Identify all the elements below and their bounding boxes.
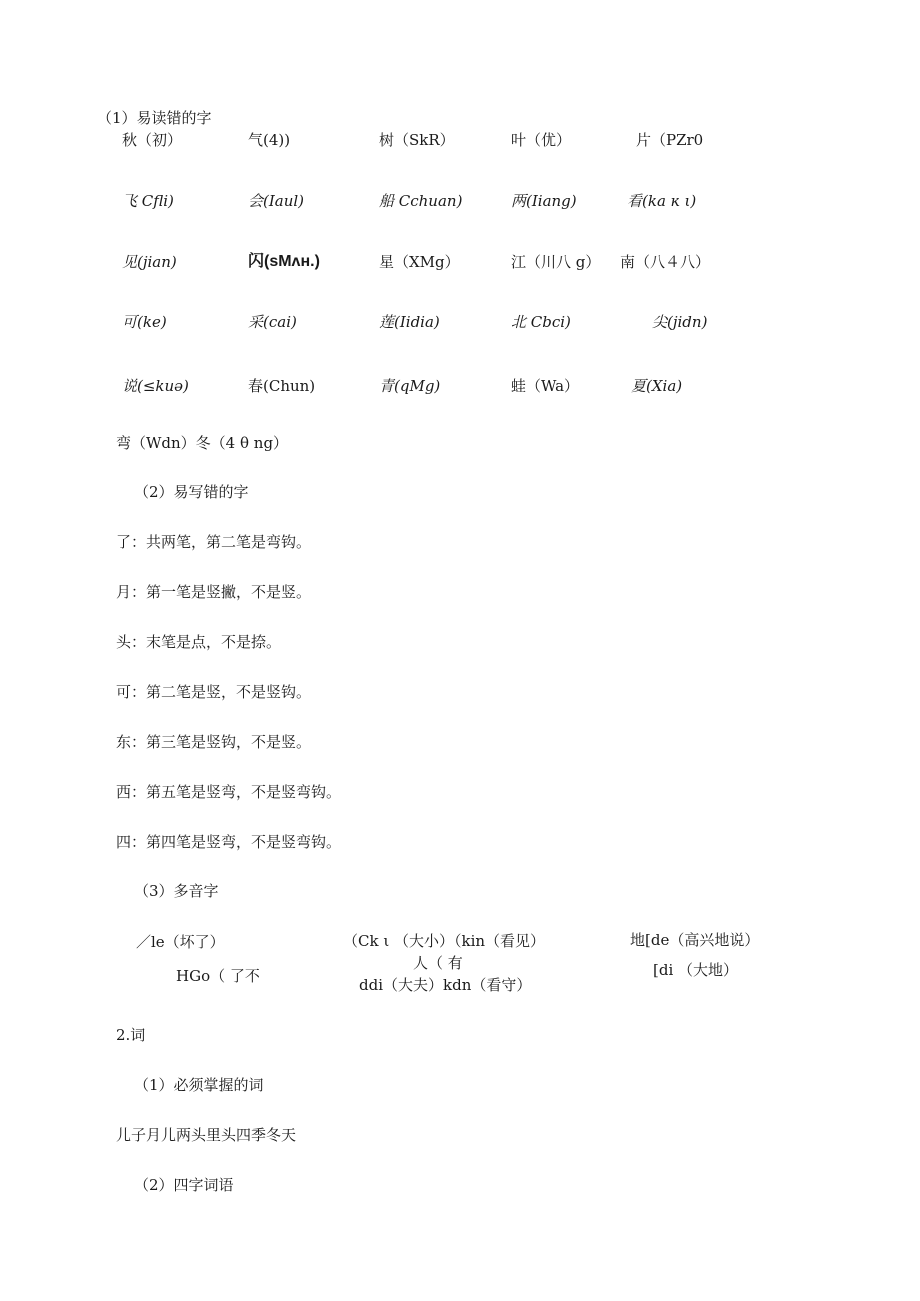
list-item: 东：第三笔是竖钩，不是竖。 [116,733,312,751]
list-item: 月：第一笔是竖撇，不是竖。 [116,583,312,601]
char-cell: 秋（初） [122,131,183,149]
char-cell: 飞 Cfli) [122,192,174,210]
char-cell: 蛙（Wa） [511,377,580,395]
polyphone-di-bottom: [di （大地） [653,961,739,979]
char-cell: 气(4)) [248,131,291,149]
char-cell: 春(Chun) [248,377,316,395]
list-item: 可：第二笔是竖，不是竖钩。 [116,683,312,701]
words-heading: 2.词 [116,1026,146,1044]
char-cell: 叶（优） [511,131,572,149]
char-cell: 星（XMg） [379,253,460,271]
char-cell-extra: 弯（Wdn）冬（4 θ ng） [116,434,289,452]
polyphone-ren-you: 人（ 有 [413,954,463,972]
char-cell: 青(qMg) [379,377,441,395]
list-item: 了：共两笔，第二笔是弯钩。 [116,533,312,551]
list-item: 西：第五笔是竖弯，不是竖弯钩。 [116,783,342,801]
section2-heading: （2）易写错的字 [134,483,249,501]
list-item: 四：第四笔是竖弯，不是竖弯钩。 [116,833,342,851]
char-cell: 闪(sMʌн.) [248,253,320,270]
char-cell: 夏(Xia) [631,377,683,395]
char-cell: 北 Cbci) [511,313,571,331]
char-cell: 可(ke) [122,313,167,331]
words-list: 儿子月儿两头里头四季冬天 [116,1126,297,1144]
polyphone-da-top: （Ck ι （大小）（kin（看见） [343,932,546,950]
char-cell: 见(jian) [122,253,177,271]
char-cell: 南（八４八） [620,253,711,271]
words-subheading-1: （1）必须掌握的词 [134,1076,264,1094]
char-cell: 采(cai) [248,313,297,331]
char-cell: 尖(jidn) [652,313,708,331]
char-cell: 船 Cchuan) [379,192,463,210]
section3-heading: （3）多音字 [134,882,219,900]
char-cell: 看(ka ĸ ι) [627,192,697,210]
char-cell: 说(≤kuə) [122,377,189,395]
char-cell: 两(Iiang) [511,192,577,210]
list-item: 头：末笔是点，不是捺。 [116,633,282,651]
char-cell: 片（PZr0 [636,131,704,149]
char-cell: 江（川八 g） [511,253,601,271]
char-cell: 莲(Iidia) [379,313,440,331]
polyphone-le-bottom: HGo（ 了不 [176,967,260,985]
words-subheading-2: （2）四字词语 [134,1176,234,1194]
char-cell: 树（SkR） [379,131,455,149]
section1-heading: （1）易读错的字 [97,109,212,127]
polyphone-di-top: 地[de（高兴地说） [630,931,760,949]
polyphone-le-top: ／le（坏了） [136,933,225,951]
polyphone-da-bottom: ddi（大夫）kdn（看守） [359,976,532,994]
char-cell: 会(Iaul) [248,192,305,210]
